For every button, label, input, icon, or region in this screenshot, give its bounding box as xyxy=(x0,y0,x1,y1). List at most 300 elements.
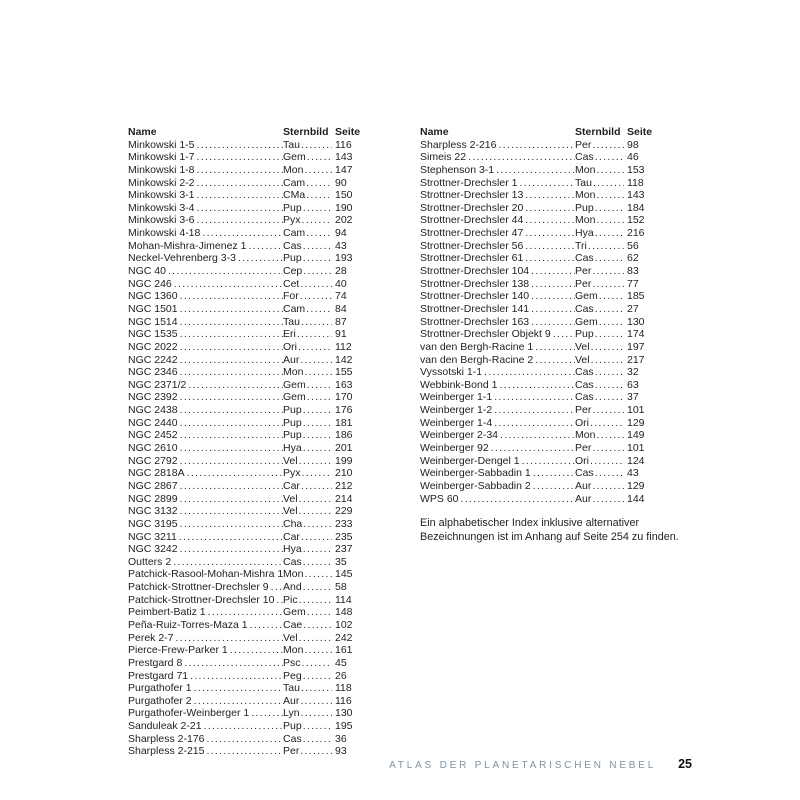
index-entry xyxy=(128,606,362,619)
dot-leader xyxy=(531,278,575,291)
header-seite: Seite xyxy=(335,126,361,138)
index-entry xyxy=(128,151,362,164)
dot-leader xyxy=(303,518,332,531)
entry-name: Mohan-Mishra-Jimenez 1 xyxy=(128,239,247,252)
entry-page: 98 xyxy=(627,138,639,151)
entry-page: 233 xyxy=(335,517,353,530)
dot-leader xyxy=(525,227,575,240)
entry-name: Purgathofer 2 xyxy=(128,694,192,707)
entry-name: Minkowski 1-7 xyxy=(128,151,195,164)
dot-leader xyxy=(180,518,283,531)
dot-leader xyxy=(595,252,624,265)
entry-name: Outters 2 xyxy=(128,555,172,568)
dot-leader xyxy=(300,354,332,367)
index-entry xyxy=(128,379,362,392)
dot-leader xyxy=(595,227,624,240)
entry-name: Perek 2-7 xyxy=(128,631,174,644)
index-entry xyxy=(420,316,654,329)
entry-constellation: Mon xyxy=(575,189,596,202)
entry-name: NGC 40 xyxy=(128,265,166,278)
index-entry xyxy=(420,252,654,265)
dot-leader xyxy=(303,240,332,253)
entry-constellation: CMa xyxy=(283,189,306,202)
dot-leader xyxy=(553,328,575,341)
dot-leader xyxy=(519,177,575,190)
index-entry xyxy=(420,164,654,177)
dot-leader xyxy=(299,505,332,518)
dot-leader xyxy=(299,455,332,468)
index-entry xyxy=(128,568,362,581)
dot-leader xyxy=(303,720,332,733)
entry-name: Minkowski 4-18 xyxy=(128,227,201,240)
index-entry xyxy=(420,480,654,493)
entry-page: 235 xyxy=(335,530,353,543)
entry-page: 90 xyxy=(335,176,347,189)
column-header xyxy=(128,126,362,139)
entry-name: Vyssotski 1-1 xyxy=(420,366,483,379)
dot-leader xyxy=(303,404,332,417)
dot-leader xyxy=(307,151,332,164)
entry-constellation: Cas xyxy=(575,302,594,315)
index-entry xyxy=(420,417,654,430)
index-entry xyxy=(128,252,362,265)
dot-leader xyxy=(307,379,332,392)
entry-constellation: Mon xyxy=(283,568,304,581)
entry-constellation: Peg xyxy=(283,669,302,682)
index-entry xyxy=(128,707,362,720)
dot-leader xyxy=(197,202,283,215)
dot-leader xyxy=(595,467,624,480)
header-name: Name xyxy=(420,126,449,138)
entry-constellation: Cep xyxy=(283,265,303,278)
index-entry xyxy=(420,290,654,303)
entry-constellation: Cet xyxy=(283,277,300,290)
entry-name: Strottner-Drechsler 61 xyxy=(420,252,524,265)
dot-leader xyxy=(180,417,283,430)
entry-page: 116 xyxy=(335,138,352,151)
entry-constellation: Mon xyxy=(575,163,596,176)
index-entry xyxy=(420,227,654,240)
entry-name: Strottner-Drechsler 13 xyxy=(420,189,524,202)
entry-name: Weinberger 1-1 xyxy=(420,391,493,404)
entry-constellation: Pup xyxy=(283,416,302,429)
entry-page: 35 xyxy=(335,555,347,568)
index-entry xyxy=(128,341,362,354)
index-entry xyxy=(420,240,654,253)
footer-book-title: ATLAS DER PLANETARISCHEN NEBEL xyxy=(389,760,657,771)
entry-page: 77 xyxy=(627,277,639,290)
index-entry xyxy=(128,455,362,468)
entry-name: NGC 1514 xyxy=(128,315,178,328)
dot-leader xyxy=(303,442,332,455)
dot-leader xyxy=(303,670,332,683)
entry-page: 74 xyxy=(335,290,347,303)
entry-name: Strottner-Drechsler 138 xyxy=(420,277,530,290)
index-note xyxy=(420,517,679,545)
index-entry xyxy=(128,657,362,670)
entry-page: 83 xyxy=(627,265,639,278)
index-entry xyxy=(128,644,362,657)
index-entry xyxy=(420,455,654,468)
entry-constellation: Gem xyxy=(283,606,306,619)
dot-leader xyxy=(230,644,283,657)
entry-constellation: Hya xyxy=(575,227,594,240)
dot-leader xyxy=(595,391,624,404)
entry-constellation: Cam xyxy=(283,302,306,315)
dot-leader xyxy=(180,328,283,341)
index-entry xyxy=(420,391,654,404)
entry-constellation: Cas xyxy=(575,467,594,480)
entry-page: 142 xyxy=(335,353,353,366)
entry-page: 186 xyxy=(335,429,353,442)
index-entry xyxy=(128,303,362,316)
dot-leader xyxy=(599,316,624,329)
entry-name: Strottner-Drechsler 140 xyxy=(420,290,530,303)
entry-name: NGC 3211 xyxy=(128,530,177,543)
entry-page: 46 xyxy=(627,151,639,164)
dot-leader xyxy=(271,581,283,594)
header-name: Name xyxy=(128,126,157,138)
dot-leader xyxy=(248,240,283,253)
dot-leader xyxy=(590,455,624,468)
entry-constellation: Cas xyxy=(283,239,302,252)
header-sternbild: Sternbild xyxy=(283,126,329,138)
dot-leader xyxy=(180,505,283,518)
dot-leader xyxy=(180,290,283,303)
entry-page: 26 xyxy=(335,669,347,682)
dot-leader xyxy=(535,341,575,354)
dot-leader xyxy=(498,139,575,152)
entry-page: 37 xyxy=(627,391,639,404)
entry-constellation: And xyxy=(283,581,302,594)
entry-page: 170 xyxy=(335,391,353,404)
dot-leader xyxy=(180,480,283,493)
entry-constellation: Cas xyxy=(575,366,594,379)
index-entry xyxy=(128,480,362,493)
entry-constellation: Car xyxy=(283,530,300,543)
dot-leader xyxy=(525,252,575,265)
dot-leader xyxy=(303,619,332,632)
entry-name: NGC 246 xyxy=(128,277,172,290)
entry-page: 210 xyxy=(335,467,353,480)
dot-leader xyxy=(303,429,332,442)
dot-leader xyxy=(533,480,575,493)
entry-constellation: Pup xyxy=(283,429,302,442)
dot-leader xyxy=(197,151,283,164)
entry-name: Weinberger-Dengel 1 xyxy=(420,454,520,467)
entry-page: 163 xyxy=(335,378,353,391)
entry-name: Simeis 22 xyxy=(420,151,467,164)
index-entry xyxy=(128,720,362,733)
dot-leader xyxy=(194,682,283,695)
entry-name: NGC 2452 xyxy=(128,429,178,442)
entry-constellation: Cas xyxy=(575,391,594,404)
dot-leader xyxy=(494,417,575,430)
dot-leader xyxy=(592,265,624,278)
index-entry xyxy=(128,189,362,202)
entry-page: 150 xyxy=(335,189,353,202)
dot-leader xyxy=(301,316,332,329)
entry-constellation: Mon xyxy=(575,429,596,442)
entry-page: 147 xyxy=(335,163,353,176)
entry-page: 202 xyxy=(335,214,353,227)
entry-constellation: Hya xyxy=(283,543,302,556)
entry-constellation: Mon xyxy=(283,366,304,379)
dot-leader xyxy=(525,214,575,227)
index-entry xyxy=(128,214,362,227)
index-entry xyxy=(128,202,362,215)
index-entry xyxy=(128,518,362,531)
entry-page: 91 xyxy=(335,328,347,341)
entry-page: 242 xyxy=(335,631,353,644)
entry-page: 93 xyxy=(335,745,347,758)
dot-leader xyxy=(595,202,624,215)
entry-name: Minkowski 3-4 xyxy=(128,201,195,214)
entry-constellation: Ori xyxy=(283,340,297,353)
entry-name: van den Bergh-Racine 1 xyxy=(420,340,534,353)
dot-leader xyxy=(496,164,575,177)
dot-leader xyxy=(180,391,283,404)
dot-leader xyxy=(525,189,575,202)
entry-name: van den Bergh-Racine 2 xyxy=(420,353,534,366)
entry-constellation: Eri xyxy=(283,328,296,341)
entry-name: WPS 60 xyxy=(420,492,459,505)
dot-leader xyxy=(461,493,575,506)
dot-leader xyxy=(180,366,283,379)
dot-leader xyxy=(592,404,624,417)
entry-constellation: Pup xyxy=(283,720,302,733)
entry-page: 144 xyxy=(627,492,645,505)
entry-page: 199 xyxy=(335,454,353,467)
dot-leader xyxy=(303,417,332,430)
entry-constellation: Gem xyxy=(283,378,306,391)
entry-name: Pierce-Frew-Parker 1 xyxy=(128,644,228,657)
entry-name: NGC 1501 xyxy=(128,302,178,315)
entry-name: Patchick-Strottner-Drechsler 10 xyxy=(128,593,275,606)
dot-leader xyxy=(303,543,332,556)
index-entry xyxy=(128,619,362,632)
dot-leader xyxy=(300,290,332,303)
entry-name: NGC 2022 xyxy=(128,340,178,353)
dot-leader xyxy=(525,202,575,215)
entry-constellation: Cha xyxy=(283,517,303,530)
dot-leader xyxy=(251,707,283,720)
dot-leader xyxy=(535,354,575,367)
entry-constellation: Cas xyxy=(575,151,594,164)
entry-name: Strottner-Drechsler 104 xyxy=(420,265,530,278)
index-entry xyxy=(420,151,654,164)
entry-constellation: Per xyxy=(575,442,592,455)
entry-page: 63 xyxy=(627,378,639,391)
dot-leader xyxy=(174,278,283,291)
index-entry xyxy=(128,391,362,404)
index-entry xyxy=(128,290,362,303)
dot-leader xyxy=(591,354,624,367)
entry-name: NGC 2242 xyxy=(128,353,178,366)
index-entry xyxy=(420,328,654,341)
entry-constellation: Vel xyxy=(283,492,298,505)
index-entry xyxy=(420,429,654,442)
entry-constellation: Ori xyxy=(575,416,589,429)
entry-name: Neckel-Vehrenberg 3-3 xyxy=(128,252,236,265)
entry-page: 155 xyxy=(335,366,353,379)
dot-leader xyxy=(491,442,575,455)
entry-name: Peña-Ruiz-Torres-Maza 1 xyxy=(128,618,248,631)
entry-page: 45 xyxy=(335,656,347,669)
entry-page: 101 xyxy=(627,404,645,417)
dot-leader xyxy=(307,391,332,404)
entry-constellation: Gem xyxy=(283,391,306,404)
dot-leader xyxy=(304,164,332,177)
dot-leader xyxy=(596,429,624,442)
index-entry xyxy=(128,265,362,278)
entry-name: Weinberger 1-2 xyxy=(420,404,493,417)
dot-leader xyxy=(299,594,332,607)
entry-constellation: Pup xyxy=(283,201,302,214)
index-entry xyxy=(128,493,362,506)
entry-page: 143 xyxy=(335,151,353,164)
entry-name: Minkowski 3-1 xyxy=(128,189,195,202)
dot-leader xyxy=(238,252,283,265)
index-entry xyxy=(128,227,362,240)
entry-page: 193 xyxy=(335,252,353,265)
dot-leader xyxy=(204,720,283,733)
dot-leader xyxy=(595,328,624,341)
dot-leader xyxy=(596,214,624,227)
entry-name: Sharpless 2-216 xyxy=(420,138,497,151)
index-entry xyxy=(128,594,362,607)
dot-leader xyxy=(206,733,283,746)
entry-name: NGC 2440 xyxy=(128,416,178,429)
entry-name: NGC 2867 xyxy=(128,479,178,492)
page-footer xyxy=(389,757,692,771)
dot-leader xyxy=(531,316,575,329)
entry-name: Patchick-Strottner-Drechsler 9 xyxy=(128,581,269,594)
dot-leader xyxy=(484,366,575,379)
dot-leader xyxy=(180,316,283,329)
dot-leader xyxy=(592,493,624,506)
dot-leader xyxy=(301,480,332,493)
dot-leader xyxy=(306,189,332,202)
entry-page: 229 xyxy=(335,505,353,518)
entry-constellation: Per xyxy=(575,404,592,417)
entry-constellation: Vel xyxy=(575,353,590,366)
entry-constellation: Gem xyxy=(575,290,598,303)
column-header xyxy=(420,126,654,139)
entry-name: Weinberger 92 xyxy=(420,442,489,455)
dot-leader xyxy=(531,265,575,278)
entry-page: 101 xyxy=(627,442,645,455)
index-entry xyxy=(420,493,654,506)
dot-leader xyxy=(194,695,283,708)
entry-constellation: Mon xyxy=(283,644,304,657)
dot-leader xyxy=(595,366,624,379)
entry-name: Strottner-Drechsler 44 xyxy=(420,214,524,227)
dot-leader xyxy=(593,177,624,190)
entry-page: 130 xyxy=(335,707,353,720)
entry-name: Strottner-Drechsler Objekt 9 xyxy=(420,328,551,341)
entry-page: 153 xyxy=(627,163,645,176)
index-entry xyxy=(420,189,654,202)
dot-leader xyxy=(197,139,283,152)
dot-leader xyxy=(307,606,332,619)
entry-constellation: Mon xyxy=(575,214,596,227)
entry-page: 129 xyxy=(627,479,645,492)
dot-leader xyxy=(302,467,332,480)
entry-constellation: Aur xyxy=(575,479,592,492)
entry-name: Weinberger 2-34 xyxy=(420,429,499,442)
entry-constellation: Lyn xyxy=(283,707,300,720)
entry-name: NGC 3195 xyxy=(128,517,178,530)
dot-leader xyxy=(208,606,283,619)
entry-constellation: Per xyxy=(575,265,592,278)
entry-constellation: Hya xyxy=(283,442,302,455)
entry-page: 56 xyxy=(627,239,639,252)
dot-leader xyxy=(202,227,283,240)
entry-constellation: Gem xyxy=(283,151,306,164)
entry-page: 129 xyxy=(627,416,645,429)
entry-name: Prestgard 71 xyxy=(128,669,189,682)
entry-constellation: Aur xyxy=(575,492,592,505)
entry-page: 152 xyxy=(627,214,645,227)
index-entry xyxy=(128,429,362,442)
entry-page: 174 xyxy=(627,328,645,341)
entry-name: Weinberger-Sabbadin 2 xyxy=(420,479,531,492)
entry-name: Peimbert-Batiz 1 xyxy=(128,606,206,619)
index-entry xyxy=(128,177,362,190)
dot-leader xyxy=(197,177,283,190)
entry-page: 43 xyxy=(627,467,639,480)
entry-constellation: Pyx xyxy=(283,214,301,227)
dot-leader xyxy=(592,480,624,493)
index-note-line2: Bezeichnungen ist im Anhang auf Seite 254 zu finden. xyxy=(420,531,679,544)
entry-page: 124 xyxy=(627,454,645,467)
dot-leader xyxy=(302,657,332,670)
dot-leader xyxy=(499,379,575,392)
dot-leader xyxy=(304,366,332,379)
column-body xyxy=(420,139,654,506)
entry-page: 214 xyxy=(335,492,353,505)
entry-constellation: Cas xyxy=(575,378,594,391)
dot-leader xyxy=(588,240,624,253)
dot-leader xyxy=(302,214,332,227)
entry-page: 118 xyxy=(627,176,644,189)
entry-constellation: Tau xyxy=(283,138,300,151)
dot-leader xyxy=(180,341,283,354)
entry-page: 195 xyxy=(335,720,353,733)
entry-page: 28 xyxy=(335,265,347,278)
entry-page: 145 xyxy=(335,568,353,581)
entry-name: NGC 2392 xyxy=(128,391,178,404)
index-entry xyxy=(128,745,362,758)
entry-constellation: Tri xyxy=(575,239,587,252)
entry-name: Patchick-Rasool-Mohan-Mishra 1 xyxy=(128,568,283,581)
entry-constellation: Per xyxy=(575,138,592,151)
dot-leader xyxy=(173,556,283,569)
entry-constellation: Gem xyxy=(575,315,598,328)
entry-name: Webbink-Bond 1 xyxy=(420,378,498,391)
entry-name: Minkowski 1-5 xyxy=(128,138,195,151)
column-body xyxy=(128,139,362,758)
entry-constellation: Pup xyxy=(283,252,302,265)
dot-leader xyxy=(300,695,332,708)
dot-leader xyxy=(306,227,332,240)
entry-name: NGC 2899 xyxy=(128,492,178,505)
dot-leader xyxy=(595,379,624,392)
index-entry xyxy=(128,404,362,417)
dot-leader xyxy=(595,303,624,316)
dot-leader xyxy=(533,467,575,480)
